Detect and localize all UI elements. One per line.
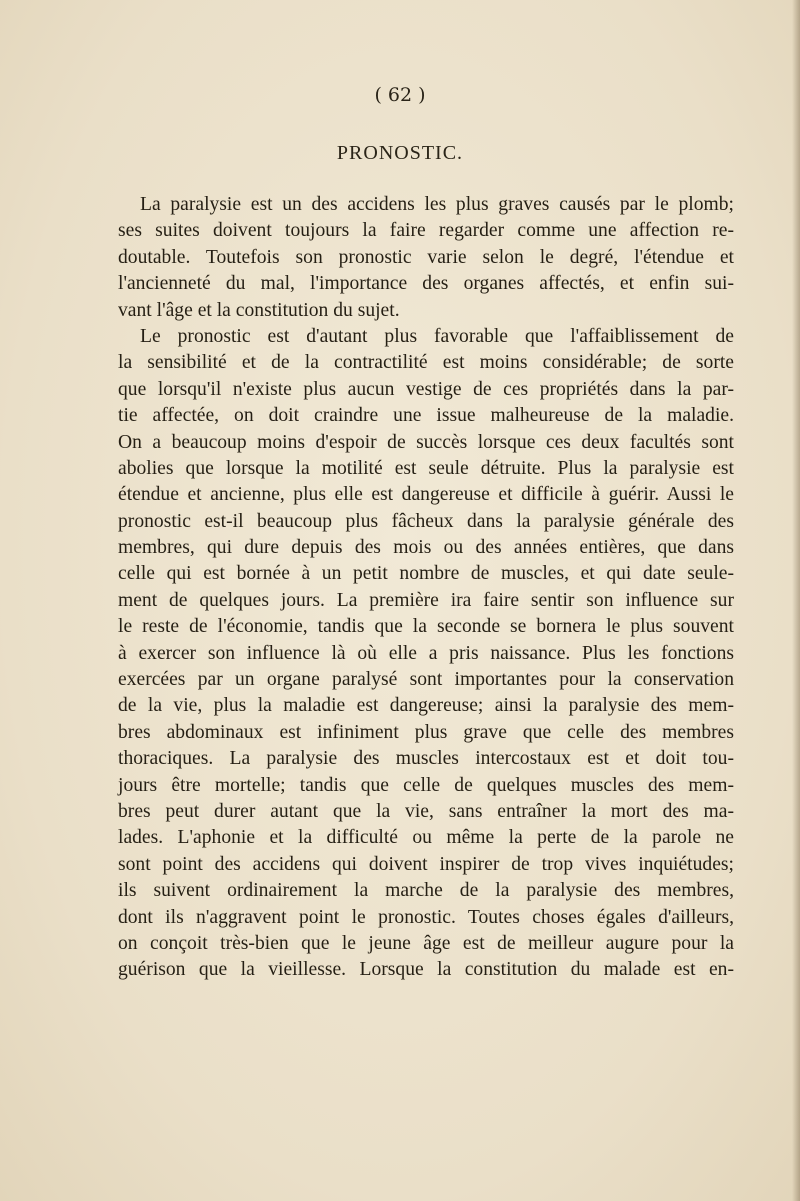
text-line: étendue et ancienne, plus elle est dangereuse et difficile à guérir. Aussi le [118, 484, 734, 506]
text-line: ment de quelques jours. La première ira faire sentir son influence sur [118, 589, 734, 611]
text-line: ses suites doivent toujours la faire regarder comme une affection re- [118, 220, 734, 242]
text-line: bres peut durer autant que la vie, sans entraîner la mort des ma- [118, 800, 734, 822]
text-line: que lorsqu'il n'existe plus aucun vestige de ces propriétés dans la par- [118, 378, 734, 400]
text-line: vant l'âge et la constitution du sujet. [118, 299, 400, 321]
text-line: membres, qui dure depuis des mois ou des années entières, que dans [118, 537, 734, 559]
text-line: à exercer son influence là où elle a pris naissance. Plus les fonctions [118, 642, 734, 664]
text-line: celle qui est bornée à un petit nombre de muscles, et qui date seule- [118, 563, 734, 585]
text-line: doutable. Toutefois son pronostic varie selon le degré, l'étendue et [118, 246, 734, 268]
text-line: bres abdominaux est infiniment plus grave que celle des membres [118, 721, 734, 743]
text-line: le reste de l'économie, tandis que la seconde se bornera le plus souvent [118, 616, 734, 638]
page-edge-shadow [792, 0, 800, 1201]
text-line: tie affectée, on doit craindre une issue malheureuse de la maladie. [118, 405, 734, 427]
text-line: thoraciques. La paralysie des muscles intercostaux est et doit tou- [118, 748, 734, 770]
text-line: de la vie, plus la maladie est dangereuse; ainsi la paralysie des mem- [118, 695, 734, 717]
section-title: PRONOSTIC. [336, 142, 464, 164]
text-line: La paralysie est un des accidens les plus graves causés par le plomb; [140, 194, 734, 215]
text-line: la sensibilité et de la contractilité est moins considérable; de sorte [118, 352, 734, 374]
text-line: On a beaucoup moins d'espoir de succès lorsque ces deux facultés sont [118, 431, 734, 453]
text-line: guérison que la vieillesse. Lorsque la constitution du malade est en- [118, 959, 734, 981]
text-line: sont point des accidens qui doivent inspirer de trop vives inquiétudes; [118, 853, 734, 875]
text-line: Le pronostic est d'autant plus favorable que l'affaiblissement de [140, 325, 734, 347]
text-line: exercées par un organe paralysé sont importantes pour la conservation [118, 669, 734, 691]
body-text [118, 192, 734, 984]
text-line: abolies que lorsque la motilité est seule détruite. Plus la paralysie est [118, 457, 734, 479]
text-line: on conçoit très-bien que le jeune âge est de meilleur augure pour la [118, 932, 734, 954]
text-line: l'ancienneté du mal, l'importance des organes affectés, et enfin sui- [118, 273, 734, 295]
text-line: pronostic est-il beaucoup plus fâcheux dans la paralysie générale des [118, 510, 734, 532]
text-line: lades. L'aphonie et la difficulté ou même la perte de la parole ne [118, 827, 734, 849]
page-number: ( 62 ) [374, 84, 426, 106]
text-line: dont ils n'aggravent point le pronostic. Toutes choses égales d'ailleurs, [118, 906, 734, 928]
text-line: jours être mortelle; tandis que celle de quelques muscles des mem- [118, 774, 734, 796]
text-line: ils suivent ordinairement la marche de la paralysie des membres, [118, 880, 734, 902]
